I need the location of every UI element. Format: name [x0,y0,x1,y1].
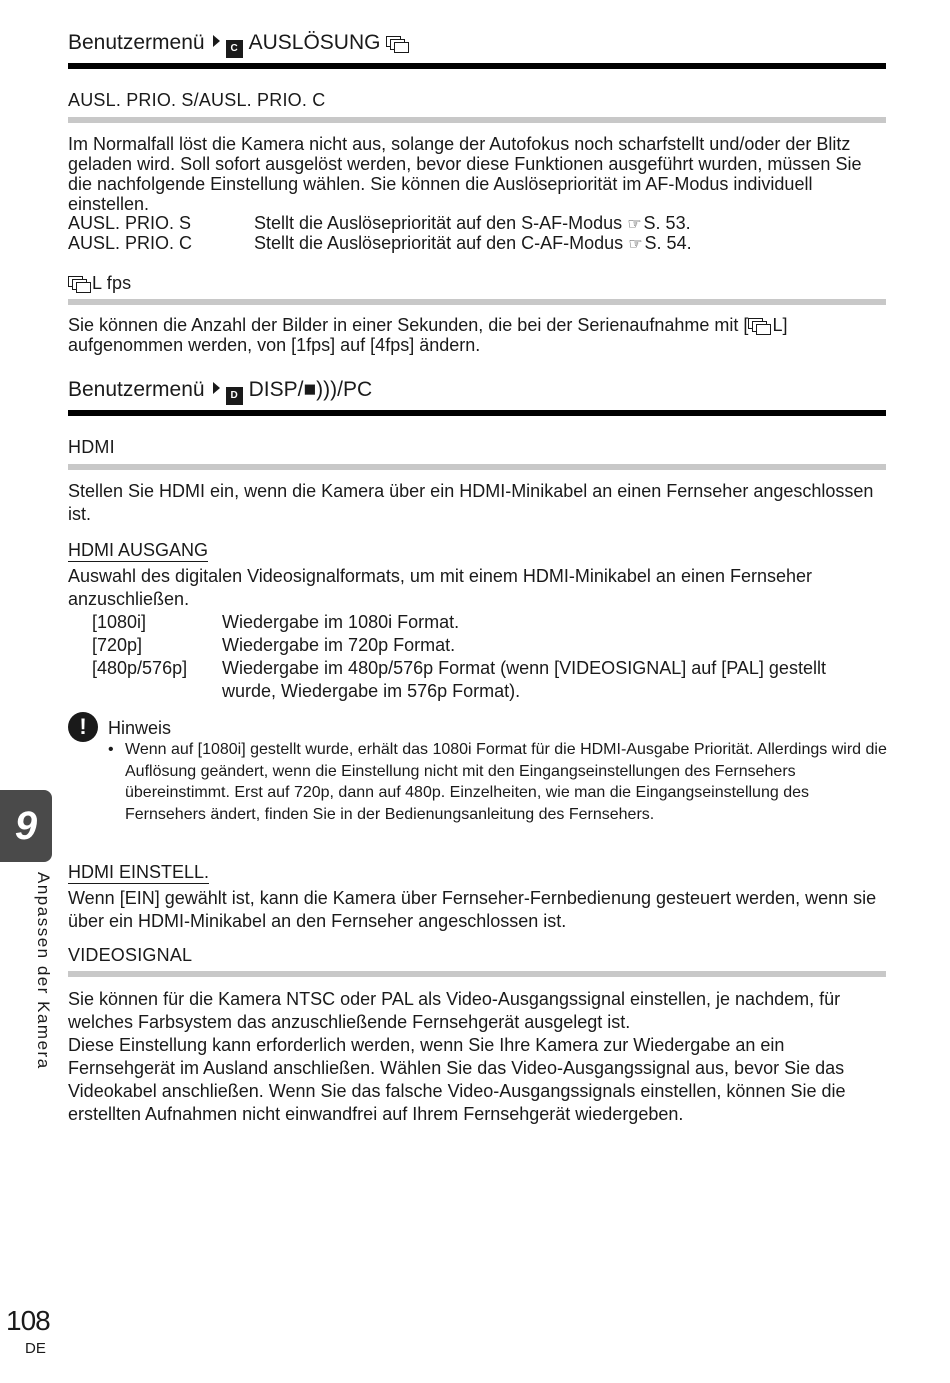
subsection-heading: AUSL. PRIO. S/AUSL. PRIO. C [68,90,326,110]
section-heading-ausloesung [68,30,886,58]
sequential-shooting-icon [68,274,92,292]
paragraph: Auswahl des digitalen Videosignalformats, um mit einem HDMI-Minikabel an einen Fernseher anzuschließen. [68,566,813,609]
fps-label: L fps [92,273,132,293]
setting-key: AUSL. PRIO. C [68,233,193,253]
section-title: AUSLÖSUNG [248,31,381,54]
menu-label: Benutzermenü [68,31,205,54]
paragraph: Sie können für die Kamera NTSC oder PAL als Video-Ausgangssignal einstellen, je nachdem, für welches Farbsystem das anzuschließende Fernsehgerät ausgelegt ist. [68,989,841,1032]
subsection-rule [68,464,886,470]
subsection-rule [68,971,886,977]
page-reference: S. 54. [644,233,692,253]
text: Sie können die Anzahl der Bilder in einer Sekunden, die bei der Serienaufnahme mit [ [68,315,749,335]
setting-key: AUSL. PRIO. S [68,213,192,233]
paragraph: Im Normalfall löst die Kamera nicht aus, solange der Autofokus noch scharfstellt und/oder der Blitz geladen wird. Soll sofort ausgelöst werden, bevor diese Funktionen ausgeführt wurden, müssen Sie die nachfolgende Einstellung wählen. Sie können die Auslösepriorität im AF-Modus individuell einstellen. [68,134,862,214]
section-heading-disp [68,377,886,405]
setting-value: Stellt die Auslösepriorität auf den C-AF-Modus [254,233,624,253]
option-key: [720p] [92,635,143,655]
setting-value: Stellt die Auslösepriorität auf den S-AF-Modus [254,213,623,233]
chapter-tab: 9 [0,790,52,862]
option-key: [480p/576p] [92,658,188,678]
page-reference-icon: ☞ [627,216,642,233]
page-number: 108 [6,1305,50,1336]
paragraph: Diese Einstellung kann erforderlich werden, wenn Sie Ihre Kamera zur Wiedergabe an ein Fernsehgerät im Ausland anschließen. Wählen Sie das Video-Ausgangssignal aus, bevor Sie das Videokabel anschließen. Wenn Sie das falsche Video-Ausgangssignals einstellen, können Sie die erstellten Aufnahmen nicht einwandfrei auf Ihrem Fernsehgerät wiedergeben. [68,1035,846,1124]
note-bullet-text: Wenn auf [1080i] gestellt wurde, erhält das 1080i Format für die HDMI-Ausgabe Priorität. Allerdings wird die Auflösung geändert, wenn die Einstellung nicht mit den Eingangseinstellungen des Fernsehers übereinstimmt. Erst auf 720p, dann auf 480p. Einzelheiten, wie man die Eingangseinstellung des Fernsehers ändert, finden Sie in der Bedienungsanleitung des Fernsehers. [125,741,887,823]
hdmi-einstell-heading: HDMI EINSTELL. [68,862,210,882]
subsection-rule [68,117,886,123]
paragraph [68,315,886,355]
page-reference-icon: ☞ [628,236,643,253]
menu-label: Benutzermenü [68,378,205,401]
setting-row [68,233,692,255]
subsection-heading-fps [68,272,131,294]
sequential-shooting-icon [748,316,772,334]
option-value: Wiedergabe im 1080i Format. [222,612,460,632]
section-rule [68,410,886,416]
section-rule [68,63,886,69]
caution-icon: ! [68,712,98,742]
option-value: Wiedergabe im 720p Format. [222,635,456,655]
custom-menu-c-icon: C [226,40,243,58]
note-title: Hinweis [108,718,172,738]
option-key: [1080i] [92,612,147,632]
subsection-heading: HDMI [68,437,115,457]
arrow-right-icon [213,35,220,47]
custom-menu-d-icon: D [226,387,243,405]
language-code: DE [25,1340,46,1357]
hdmi-ausgang-heading: HDMI AUSGANG [68,540,209,560]
setting-row [68,213,691,235]
bullet: • [108,741,114,758]
paragraph: Wenn [EIN] gewählt ist, kann die Kamera über Fernseher-Fernbedienung gesteuert werden, wenn sie über ein HDMI-Minikabel an den Fernseher angeschlossen ist. [68,888,877,931]
note-text [108,739,888,825]
paragraph: Stellen Sie HDMI ein, wenn die Kamera über ein HDMI-Minikabel an einen Fernseher angeschlossen ist. [68,481,874,524]
subsection-rule [68,299,886,305]
page-reference: S. 53. [643,213,691,233]
option-value: Wiedergabe im 480p/576p Format (wenn [VIDEOSIGNAL] auf [PAL] gestellt wurde, Wiedergabe im 576p Format). [222,658,826,701]
chapter-label: Anpassen der Kamera [34,872,53,1070]
subsection-heading: VIDEOSIGNAL [68,945,193,965]
text: aufgenommen werden, von [1fps] auf [4fps] ändern. [68,335,481,355]
sequential-shooting-icon [386,34,410,52]
section-title: DISP/■)))/PC [248,378,373,401]
text: L] [772,315,788,335]
arrow-right-icon [213,382,220,394]
